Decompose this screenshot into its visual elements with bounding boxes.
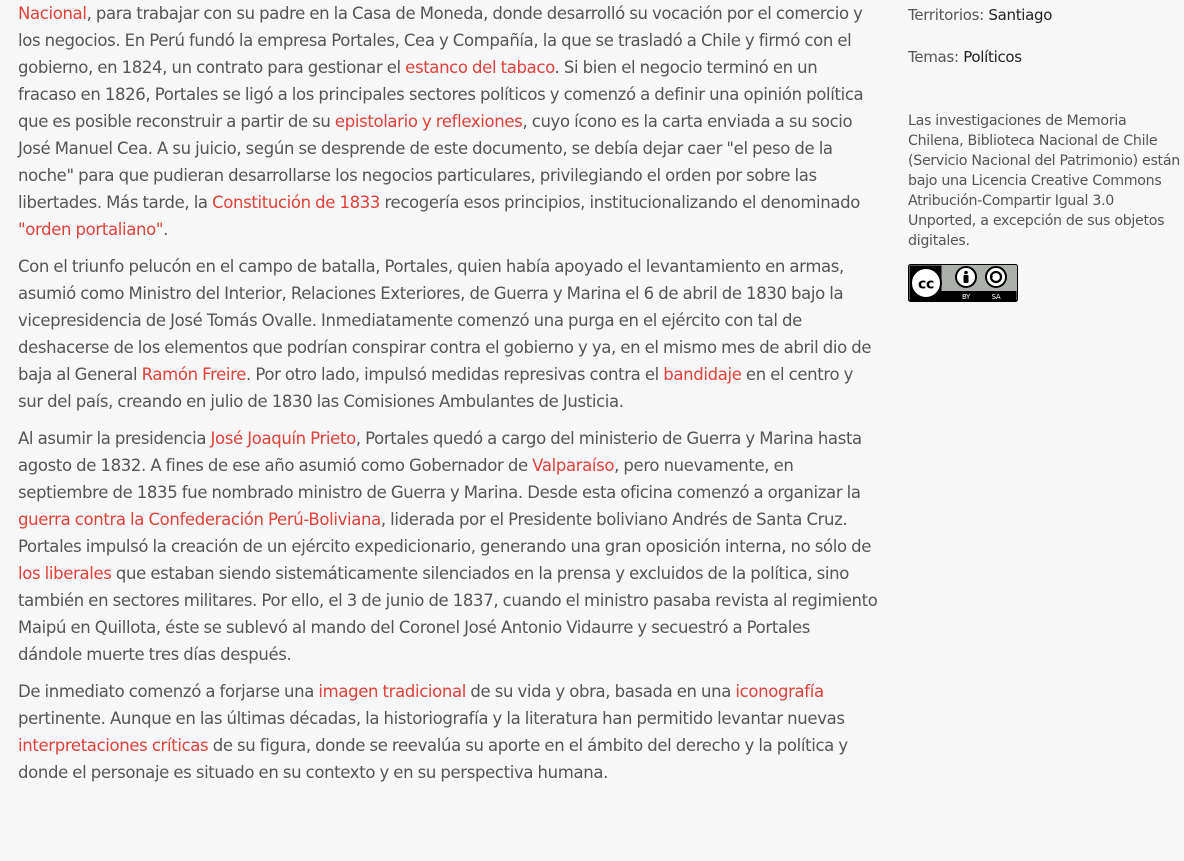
article-text: pertinente. Aunque en las últimas décadas, la historiografía y la literatura han permitido levantar nuevas	[18, 709, 845, 728]
by-label: BY	[961, 293, 971, 301]
article-paragraph-3	[18, 425, 878, 668]
article-link[interactable]: Nacional	[18, 4, 87, 23]
article-link[interactable]: iconografía	[735, 682, 824, 701]
article-paragraph-1	[18, 0, 878, 243]
article-text: , liderada por el Presidente boliviano Andrés de Santa Cruz. Portales impulsó la creación de un ejército expedicionario, generando una gran oposición interna, no sólo de	[18, 510, 872, 556]
article-text: , Portales quedó a cargo del ministerio de Guerra y Marina hasta agosto de 1832. A fines de ese año asumió como Gobernador de	[18, 429, 862, 475]
temas-link[interactable]: Políticos	[963, 48, 1022, 66]
cc-by-sa-badge[interactable]	[908, 264, 1018, 302]
article-text: en el centro y sur del país, creando en julio de 1830 las Comisiones Ambulantes de Justicia.	[18, 365, 854, 411]
article-link[interactable]: "orden portaliano"	[18, 220, 164, 239]
article-paragraph-4	[18, 678, 878, 786]
article-link[interactable]: Valparaíso	[532, 456, 615, 475]
territorios-label: Territorios:	[908, 6, 989, 24]
article-text: . Si bien el negocio terminó en un fracaso en 1826, Portales se ligó a los principales sectores políticos y comenzó a definir una opinión política que es posible reconstruir a partir de su	[18, 58, 864, 131]
sa-label: SA	[991, 293, 1001, 301]
article-link[interactable]: Constitución de 1833	[212, 193, 381, 212]
temas-row	[908, 47, 1022, 67]
article-text: recogería esos principios, institucionalizando el denominado	[380, 193, 861, 212]
article-text: Con el triunfo pelucón en el campo de batalla, Portales, quien había apoyado el levantamiento en armas, asumió como Ministro del Interior, Relaciones Exteriores, de Guerra y Marina el 6 de abril de 1830 bajo la vicepresidencia de José Tomás Ovalle. Inmediatamente comenzó una purga en el ejército con tal de deshacerse de los elementos que podrían conspirar contra el gobierno y ya, en el mismo mes de abril dio de baja al General	[18, 257, 872, 384]
article-text: Al asumir la presidencia	[18, 429, 211, 448]
article-text: de su vida y obra, basada en una	[466, 682, 736, 701]
article-link[interactable]: guerra contra la Confederación Perú-Boliviana	[18, 510, 381, 529]
article-text: , pero nuevamente, en septiembre de 1835 fue nombrado ministro de Guerra y Marina. Desde esta oficina comenzó a organizar la	[18, 456, 861, 502]
article-link[interactable]: Ramón Freire	[141, 365, 247, 384]
article-body	[18, 0, 878, 796]
article-text: , para trabajar con su padre en la Casa de Moneda, donde desarrolló su vocación por el comercio y los negocios. En Perú fundó la empresa Portales, Cea y Compañía, la que se trasladó a Chile y firmó con el gobierno, en 1824, un contrato para gestionar el	[18, 4, 863, 77]
temas-label: Temas:	[908, 48, 964, 66]
article-text: de su figura, donde se reevalúa su aporte en el ámbito del derecho y la política y donde el personaje es situado en su contexto y en su perspectiva humana.	[18, 736, 848, 782]
creative-commons-icon	[911, 268, 941, 298]
article-link[interactable]: imagen tradicional	[318, 682, 467, 701]
article-link[interactable]: interpretaciones críticas	[18, 736, 209, 755]
article-paragraph-2	[18, 253, 878, 415]
territorios-link[interactable]: Santiago	[988, 6, 1053, 24]
article-link[interactable]: epistolario y reflexiones	[334, 112, 523, 131]
article-link[interactable]: bandidaje	[663, 365, 742, 384]
cc-text: cc	[918, 276, 934, 293]
article-text: , cuyo ícono es la carta enviada a su socio José Manuel Cea. A su juicio, según se desprende de este documento, se debía dejar caer "el peso de la noche" para que pudieran desarrollarse los negocios particulares, privilegiando el orden por sobre las libertades. Más tarde, la	[18, 112, 853, 212]
article-text: De inmediato comenzó a forjarse una	[18, 682, 319, 701]
article-link[interactable]: José Joaquín Prieto	[210, 429, 356, 448]
article-link[interactable]: los liberales	[18, 564, 112, 583]
share-alike-icon	[986, 267, 1006, 287]
article-text: . Por otro lado, impulsó medidas represivas contra el	[246, 365, 664, 384]
article-text: .	[163, 220, 168, 239]
article-text: que estaban siendo sistemáticamente silenciados en la prensa y excluidos de la política, sino también en sectores militares. Por ello, el 3 de junio de 1837, cuando el ministro pasaba revista al regimiento Maipú en Quillota, éste se sublevó al mando del Coronel José Antonio Vidaurre y secuestró a Portales dándole muerte tres días después.	[18, 564, 878, 664]
license-text: Las investigaciones de Memoria Chilena, Biblioteca Nacional de Chile (Servicio Nacional del Patrimonio) están bajo una Licencia Creative Commons Atribución-Compartir Igual 3.0 Unported, a excepción de sus objetos digitales.	[908, 113, 1180, 249]
territorios-row	[908, 5, 1052, 25]
article-link[interactable]: estanco del tabaco	[405, 58, 555, 77]
attribution-icon	[956, 267, 976, 287]
